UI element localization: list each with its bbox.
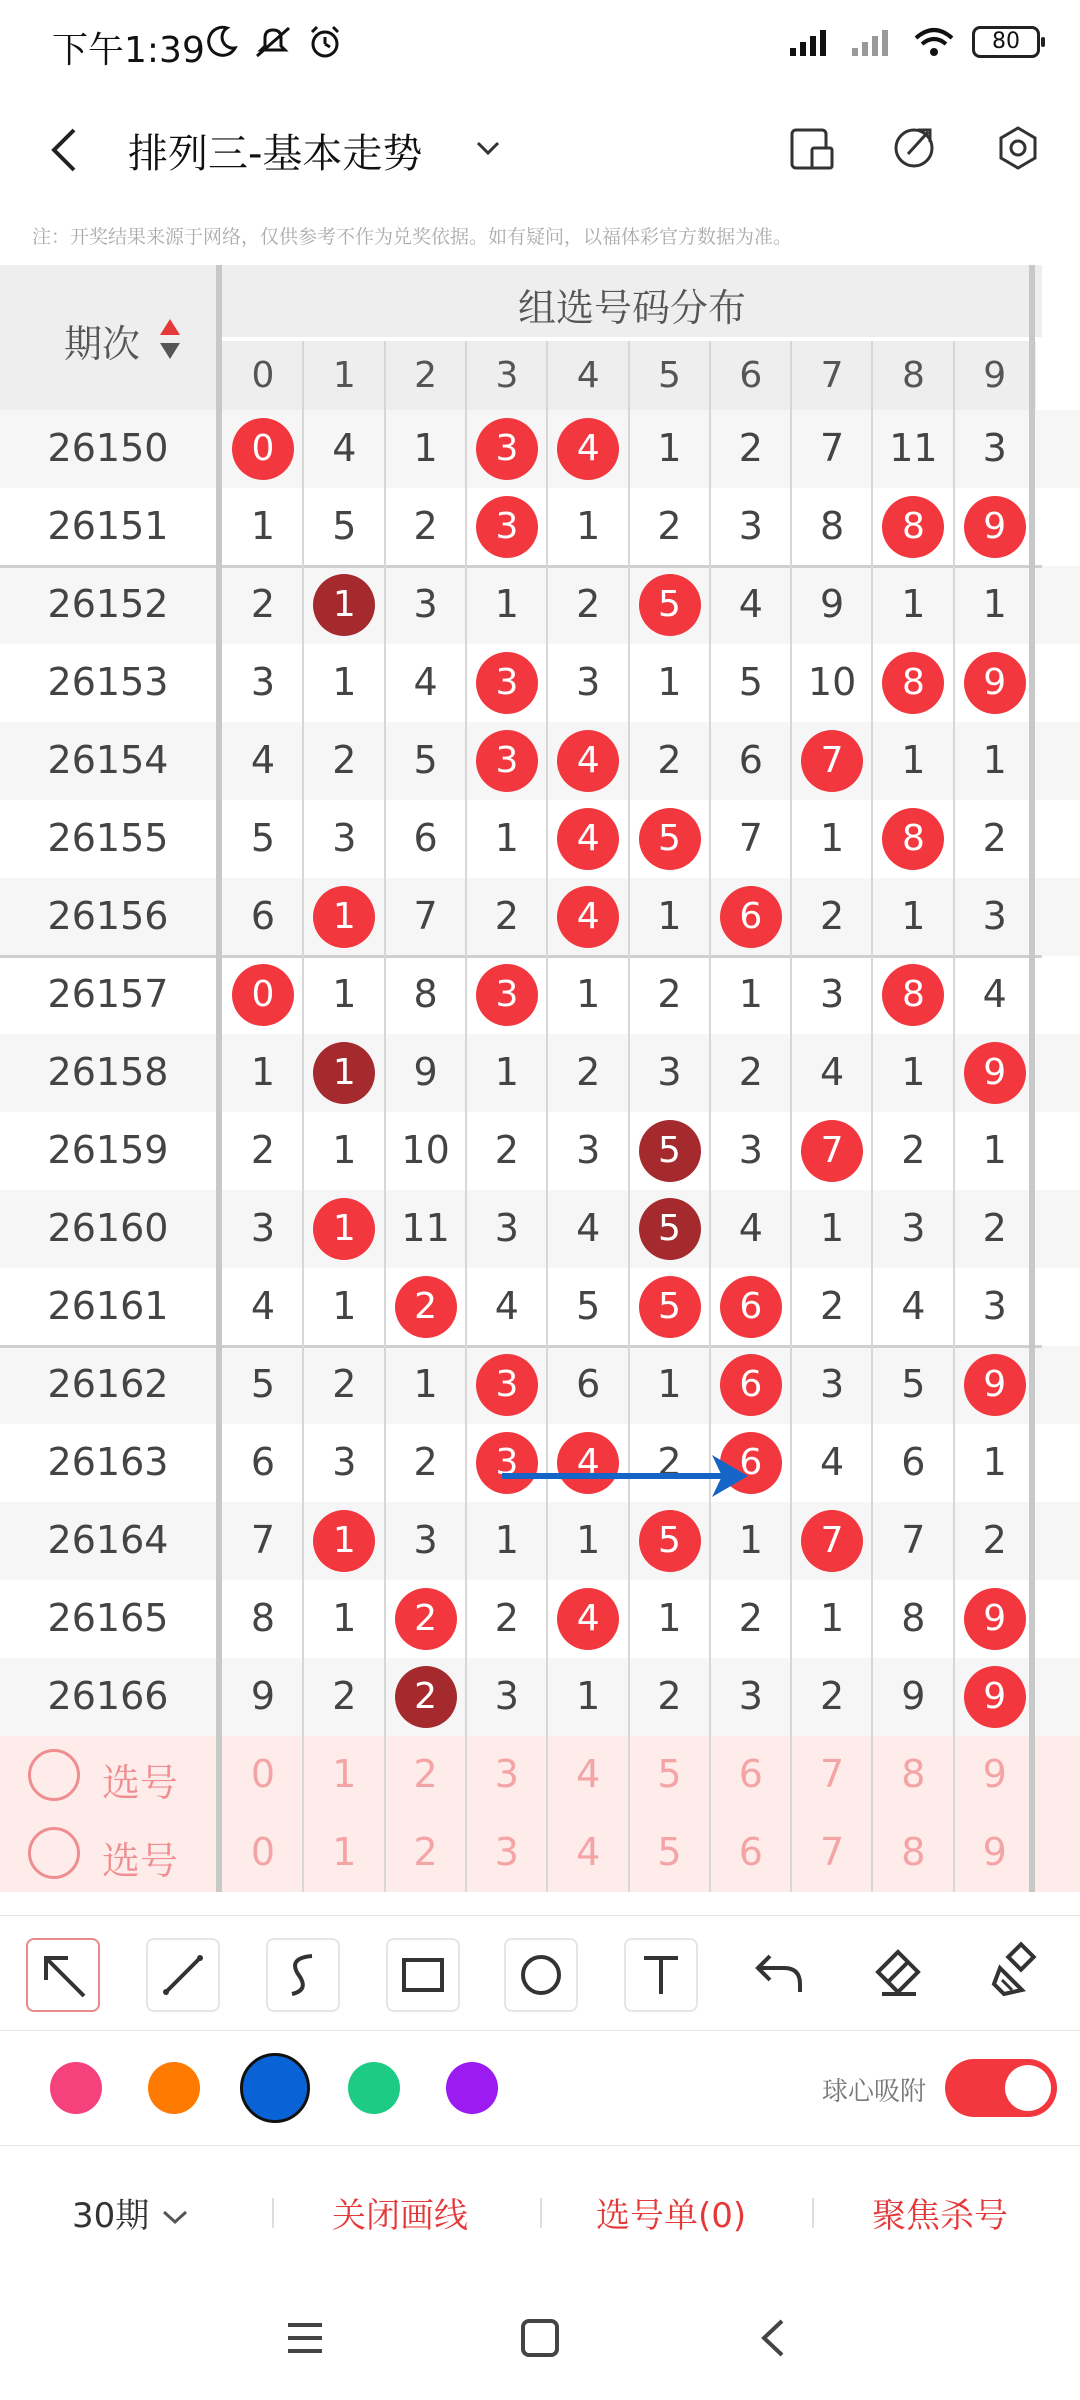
color-swatch[interactable] [348, 2062, 400, 2114]
omission-value: 2 [657, 504, 682, 548]
omission-value: 11 [401, 1206, 450, 1250]
pick-digit[interactable]: 0 [250, 1752, 276, 1796]
drawn-number-ball[interactable]: 5 [639, 1120, 701, 1182]
omission-value: 1 [820, 816, 845, 860]
omission-value: 1 [332, 972, 357, 1016]
omission-value: 3 [413, 1518, 438, 1562]
circle-tool-icon [506, 1940, 576, 2010]
signal-icon [788, 26, 834, 58]
omission-value: 1 [332, 660, 357, 704]
omission-value: 1 [657, 660, 682, 704]
drawing-toolbar [0, 1915, 1080, 2030]
omission-value: 2 [738, 1050, 763, 1094]
text-tool-button[interactable] [624, 1938, 698, 2012]
omission-value: 4 [250, 738, 276, 782]
omission-value: 2 [982, 1518, 1007, 1562]
omission-value: 1 [738, 1518, 763, 1562]
omission-value: 10 [401, 1128, 450, 1172]
omission-value: 4 [738, 582, 763, 626]
omission-value: 2 [413, 504, 438, 548]
omission-value: 5 [901, 1362, 926, 1406]
omission-value: 1 [657, 426, 682, 470]
period-number: 26152 [47, 582, 169, 626]
omission-value: 9 [413, 1050, 438, 1094]
omission-value: 1 [982, 738, 1007, 782]
omission-value: 6 [901, 1440, 926, 1484]
omission-value: 7 [250, 1518, 276, 1562]
drawn-number-ball[interactable]: 9 [964, 496, 1026, 558]
omission-value: 5 [332, 504, 357, 548]
omission-value: 2 [332, 1362, 357, 1406]
rect-tool-button[interactable] [386, 1938, 460, 2012]
omission-value: 3 [250, 660, 276, 704]
omission-value: 1 [982, 1128, 1007, 1172]
omission-value: 8 [250, 1596, 276, 1640]
curve-tool-button[interactable] [266, 1938, 340, 2012]
omission-value: 1 [494, 1518, 519, 1562]
status-icons-left [205, 24, 343, 60]
status-right [788, 26, 1040, 58]
eraser-icon [862, 1938, 932, 2008]
omission-value: 4 [250, 1284, 276, 1328]
bottom-actions [0, 2145, 1080, 2275]
omission-value: 11 [889, 426, 938, 470]
omission-value: 6 [413, 816, 438, 860]
omission-value: 3 [982, 894, 1007, 938]
trend-grid [0, 265, 1080, 1915]
share-icon[interactable] [888, 122, 940, 174]
focus-kill-button[interactable]: 聚焦杀号 [872, 2196, 1008, 2236]
omission-value: 1 [332, 1128, 357, 1172]
system-nav-bar [0, 2275, 1080, 2400]
omission-value: 3 [413, 582, 438, 626]
drawn-number-ball[interactable]: 5 [639, 1510, 701, 1572]
omission-value: 2 [576, 1050, 601, 1094]
color-swatch[interactable] [50, 2062, 102, 2114]
omission-value: 5 [576, 1284, 601, 1328]
drawn-number-ball[interactable]: 6 [720, 1432, 782, 1494]
omission-value: 3 [738, 1128, 763, 1172]
clear-icon [982, 1938, 1052, 2008]
omission-value: 4 [820, 1440, 845, 1484]
pick-digit[interactable]: 4 [576, 1752, 601, 1796]
drawn-number-ball[interactable]: 4 [557, 808, 619, 870]
menu-icon[interactable] [280, 2313, 330, 2363]
period-select[interactable] [72, 2188, 190, 2237]
drawn-number-ball[interactable]: 0 [232, 964, 294, 1026]
omission-value: 1 [901, 738, 926, 782]
pick-row-label: 选号 [102, 1761, 179, 1805]
omission-value: 2 [820, 894, 845, 938]
omission-value: 1 [901, 1050, 926, 1094]
omission-value: 3 [250, 1206, 276, 1250]
omission-value: 2 [494, 1596, 519, 1640]
omission-value: 2 [576, 582, 601, 626]
pick-digit[interactable]: 2 [413, 1752, 438, 1796]
omission-value: 2 [657, 1674, 682, 1718]
omission-value: 3 [576, 1128, 601, 1172]
omission-value: 3 [494, 1674, 519, 1718]
omission-value: 1 [901, 582, 926, 626]
battery-icon: 80 [972, 26, 1040, 58]
line-tool-icon [148, 1940, 218, 2010]
drawn-number-ball[interactable]: 4 [557, 1588, 619, 1650]
omission-value: 5 [413, 738, 438, 782]
omission-value: 1 [576, 972, 601, 1016]
pick-digit[interactable]: 2 [413, 1830, 438, 1874]
omission-value: 1 [250, 1050, 276, 1094]
drawn-number-ball[interactable]: 9 [964, 1354, 1026, 1416]
arrow-tool-icon [28, 1940, 98, 2010]
nav-back-icon[interactable] [750, 2313, 800, 2363]
disclaimer-notice: 注：开奖结果来源于网络，仅供参考不作为兑奖依据。如有疑问，以福体彩官方数据为准。 [32, 226, 793, 248]
drawn-number-ball[interactable]: 1 [313, 1510, 375, 1572]
omission-value: 4 [332, 426, 357, 470]
drawn-number-ball[interactable]: 9 [964, 1666, 1026, 1728]
omission-value: 3 [494, 1206, 519, 1250]
omission-value: 2 [738, 1596, 763, 1640]
omission-value: 7 [413, 894, 438, 938]
color-swatch[interactable] [240, 2053, 310, 2123]
snap-toggle[interactable] [945, 2059, 1057, 2117]
drawn-number-ball[interactable]: 6 [720, 1276, 782, 1338]
omission-value: 3 [820, 1362, 845, 1406]
drawn-number-ball[interactable]: 9 [964, 1588, 1026, 1650]
period-number: 26165 [47, 1596, 169, 1640]
drawn-number-ball[interactable]: 5 [639, 1276, 701, 1338]
omission-value: 4 [494, 1284, 519, 1328]
period-number: 26153 [47, 660, 169, 704]
circle-tool-button[interactable] [504, 1938, 578, 2012]
omission-value: 7 [820, 426, 845, 470]
omission-value: 1 [901, 894, 926, 938]
drawn-number-ball[interactable]: 8 [882, 964, 944, 1026]
group-header-label: 组选号码分布 [517, 286, 746, 330]
omission-value: 3 [332, 816, 357, 860]
pick-digit[interactable]: 9 [982, 1752, 1007, 1796]
pick-digit[interactable]: 3 [494, 1830, 519, 1874]
curve-tool-icon [268, 1940, 338, 2010]
digit-header-3: 3 [466, 341, 548, 410]
color-picker-bar [0, 2030, 1080, 2145]
digit-header-4: 4 [547, 341, 629, 410]
pick-digit[interactable]: 7 [820, 1752, 845, 1796]
omission-value: 2 [901, 1128, 926, 1172]
omission-value: 2 [738, 426, 763, 470]
period-select-label: 30期 [72, 2196, 150, 2236]
omission-value: 1 [250, 504, 276, 548]
drawn-number-ball[interactable]: 3 [476, 418, 538, 480]
omission-value: 1 [982, 1440, 1007, 1484]
digit-header-8: 8 [872, 341, 954, 410]
omission-value: 1 [657, 894, 682, 938]
period-header-label: 期次 [64, 322, 141, 366]
omission-value: 1 [982, 582, 1007, 626]
omission-value: 1 [413, 426, 438, 470]
period-number: 26161 [47, 1284, 169, 1328]
drawn-number-ball[interactable]: 4 [557, 418, 619, 480]
omission-value: 2 [982, 1206, 1007, 1250]
pick-digit[interactable]: 8 [901, 1752, 926, 1796]
omission-value: 9 [901, 1674, 926, 1718]
omission-value: 1 [576, 1674, 601, 1718]
omission-value: 4 [413, 660, 438, 704]
moon-icon [205, 24, 239, 58]
omission-value: 2 [413, 1440, 438, 1484]
omission-value: 4 [820, 1050, 845, 1094]
omission-value: 1 [820, 1596, 845, 1640]
period-number: 26162 [47, 1362, 169, 1406]
drawn-arrow[interactable] [0, 265, 1080, 1915]
pick-digit[interactable]: 7 [820, 1830, 845, 1874]
omission-value: 1 [494, 582, 519, 626]
text-tool-icon [626, 1940, 696, 2010]
drawn-number-ball[interactable]: 1 [313, 574, 375, 636]
chevron-down-icon [160, 2206, 190, 2230]
color-swatch[interactable] [446, 2062, 498, 2114]
pick-digit[interactable]: 1 [332, 1830, 357, 1874]
drawn-number-ball[interactable]: 4 [557, 1432, 619, 1494]
digit-header-6: 6 [710, 341, 792, 410]
period-number: 26151 [47, 504, 169, 548]
omission-value: 3 [738, 1674, 763, 1718]
clear-button[interactable] [982, 1938, 1056, 2012]
omission-value: 1 [576, 1518, 601, 1562]
pick-digit[interactable]: 0 [250, 1830, 276, 1874]
separator [540, 2198, 542, 2228]
omission-value: 1 [576, 504, 601, 548]
header [0, 90, 1080, 210]
drawn-number-ball[interactable]: 7 [801, 730, 863, 792]
omission-value: 2 [494, 1128, 519, 1172]
omission-value: 1 [413, 1362, 438, 1406]
digit-header-0: 0 [222, 341, 304, 410]
status-time: 下午1:39 [52, 30, 205, 71]
pick-digit[interactable]: 4 [576, 1830, 601, 1874]
omission-value: 1 [494, 816, 519, 860]
drawn-number-ball[interactable]: 7 [801, 1120, 863, 1182]
period-number: 26157 [47, 972, 169, 1016]
omission-value: 4 [576, 1206, 601, 1250]
omission-value: 6 [738, 738, 763, 782]
drawn-number-ball[interactable]: 9 [964, 652, 1026, 714]
omission-value: 2 [657, 738, 682, 782]
toggle-knob [1005, 2065, 1051, 2111]
pick-digit[interactable]: 3 [494, 1752, 519, 1796]
omission-value: 3 [657, 1050, 682, 1094]
separator [812, 2198, 814, 2228]
digit-header-2: 2 [385, 341, 467, 410]
period-number: 26160 [47, 1206, 169, 1250]
omission-value: 4 [738, 1206, 763, 1250]
period-number: 26164 [47, 1518, 169, 1562]
pick-digit[interactable]: 6 [738, 1830, 763, 1874]
pick-digit[interactable]: 9 [982, 1830, 1007, 1874]
drawn-number-ball[interactable]: 1 [313, 1042, 375, 1104]
drawn-number-ball[interactable]: 5 [639, 808, 701, 870]
home-icon[interactable] [515, 2313, 565, 2363]
omission-value: 1 [494, 1050, 519, 1094]
omission-value: 5 [250, 1362, 276, 1406]
undo-button[interactable] [744, 1938, 818, 2012]
period-number: 26150 [47, 426, 169, 470]
color-swatch[interactable] [148, 2062, 200, 2114]
omission-value: 7 [901, 1518, 926, 1562]
omission-value: 5 [738, 660, 763, 704]
drawn-number-ball[interactable]: 5 [639, 574, 701, 636]
omission-value: 2 [657, 1440, 682, 1484]
omission-value: 2 [494, 894, 519, 938]
back-icon[interactable] [40, 120, 90, 180]
digit-header-5: 5 [629, 341, 711, 410]
mute-icon [253, 24, 293, 60]
drawn-number-ball[interactable]: 6 [720, 886, 782, 948]
omission-value: 9 [250, 1674, 276, 1718]
drawn-number-ball[interactable]: 3 [476, 652, 538, 714]
settings-icon[interactable] [992, 122, 1044, 174]
drawn-number-ball[interactable]: 3 [476, 964, 538, 1026]
drawn-number-ball[interactable]: 5 [639, 1198, 701, 1260]
omission-value: 6 [576, 1362, 601, 1406]
digit-header-9: 9 [954, 341, 1036, 410]
omission-value: 2 [820, 1674, 845, 1718]
drawn-number-ball[interactable]: 8 [882, 652, 944, 714]
drawn-number-ball[interactable]: 8 [882, 496, 944, 558]
omission-value: 1 [657, 1596, 682, 1640]
alarm-icon [307, 24, 343, 60]
undo-icon [744, 1938, 814, 2008]
period-number: 26159 [47, 1128, 169, 1172]
omission-value: 3 [982, 426, 1007, 470]
omission-value: 3 [738, 504, 763, 548]
drawn-number-ball[interactable]: 3 [476, 730, 538, 792]
omission-value: 1 [738, 972, 763, 1016]
pick-digit[interactable]: 1 [332, 1752, 357, 1796]
period-number: 26155 [47, 816, 169, 860]
pick-digit[interactable]: 8 [901, 1830, 926, 1874]
pick-digit[interactable]: 6 [738, 1752, 763, 1796]
omission-value: 3 [820, 972, 845, 1016]
omission-value: 2 [250, 1128, 276, 1172]
omission-value: 4 [901, 1284, 926, 1328]
status-bar [0, 0, 1080, 90]
drawn-number-ball[interactable]: 7 [801, 1510, 863, 1572]
arrow-tool-button[interactable] [26, 1938, 100, 2012]
drawn-number-ball[interactable]: 4 [557, 730, 619, 792]
omission-value: 3 [901, 1206, 926, 1250]
omission-value: 10 [807, 660, 857, 704]
period-number: 26163 [47, 1440, 169, 1484]
line-tool-button[interactable] [146, 1938, 220, 2012]
omission-value: 2 [982, 816, 1007, 860]
omission-value: 4 [982, 972, 1007, 1016]
omission-value: 1 [657, 1362, 682, 1406]
chevron-down-icon[interactable] [470, 130, 506, 166]
wifi-icon [912, 26, 956, 58]
digit-header-1: 1 [303, 341, 385, 410]
omission-value: 8 [413, 972, 438, 1016]
drawn-number-ball[interactable]: 8 [882, 808, 944, 870]
drawn-number-ball[interactable]: 1 [313, 886, 375, 948]
page-title[interactable]: 排列三-基本走势 [128, 131, 423, 177]
separator [272, 2198, 274, 2228]
drawn-number-ball[interactable]: 2 [395, 1666, 457, 1728]
period-number: 26166 [47, 1674, 169, 1718]
pick-digit[interactable]: 5 [657, 1752, 682, 1796]
period-number: 26158 [47, 1050, 169, 1094]
omission-value: 1 [820, 1206, 845, 1250]
digit-header-7: 7 [791, 341, 873, 410]
omission-value: 3 [332, 1440, 357, 1484]
omission-value: 9 [820, 582, 845, 626]
omission-value: 8 [901, 1596, 926, 1640]
omission-value: 2 [820, 1284, 845, 1328]
drawn-number-ball[interactable]: 0 [232, 418, 294, 480]
pick-list-button[interactable]: 选号单(0) [596, 2196, 747, 2236]
eraser-button[interactable] [862, 1938, 936, 2012]
omission-value: 1 [332, 1284, 357, 1328]
layout-icon[interactable] [786, 122, 838, 174]
drawn-number-ball[interactable]: 3 [476, 1354, 538, 1416]
drawn-number-ball[interactable]: 9 [964, 1042, 1026, 1104]
period-number: 26156 [47, 894, 169, 938]
close-lines-button[interactable]: 关闭画线 [332, 2196, 468, 2236]
period-number: 26154 [47, 738, 169, 782]
omission-value: 2 [332, 1674, 357, 1718]
drawn-number-ball[interactable]: 2 [395, 1588, 457, 1650]
snap-label: 球心吸附 [822, 2077, 927, 2107]
pick-row-label: 选号 [102, 1839, 179, 1883]
omission-value: 5 [250, 816, 276, 860]
omission-value: 3 [982, 1284, 1007, 1328]
signal-weak-icon [850, 26, 896, 58]
omission-value: 3 [576, 660, 601, 704]
omission-value: 6 [250, 894, 276, 938]
drawn-number-ball[interactable]: 6 [720, 1354, 782, 1416]
drawn-number-ball[interactable]: 1 [313, 1198, 375, 1260]
pick-digit[interactable]: 5 [657, 1830, 682, 1874]
drawn-number-ball[interactable]: 2 [395, 1276, 457, 1338]
omission-value: 1 [332, 1596, 357, 1640]
omission-value: 8 [820, 504, 845, 548]
omission-value: 2 [250, 582, 276, 626]
omission-value: 6 [250, 1440, 276, 1484]
omission-value: 7 [738, 816, 763, 860]
drawn-number-ball[interactable]: 3 [476, 496, 538, 558]
drawn-number-ball[interactable]: 3 [476, 1432, 538, 1494]
omission-value: 2 [657, 972, 682, 1016]
rect-tool-icon [388, 1940, 458, 2010]
omission-value: 2 [332, 738, 357, 782]
drawn-number-ball[interactable]: 4 [557, 886, 619, 948]
